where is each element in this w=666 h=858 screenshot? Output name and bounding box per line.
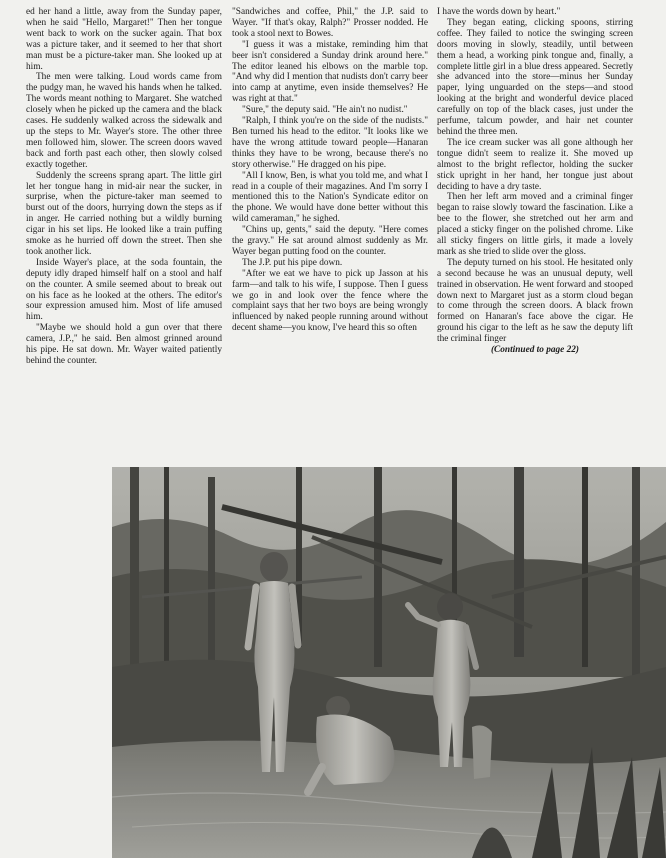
paragraph: "I guess it was a mistake, reminding him that beer isn't considered a Sunday drink around here." The editor leaned his elbows on the marble top. "And why did I mention that nudists don't carry beer into camp at anytime, even inside themselves? He was right at that." <box>232 39 428 105</box>
text-column-1 <box>26 7 222 457</box>
paragraph: "All I know, Ben, is what you told me, and what I read in a couple of their magazines. And I'm sorry I mentioned this to the Nation's Syndicate editor on the phone. We would have done better without this wild cameraman," he sighed. <box>232 170 428 225</box>
photograph-woodland-stream-icon <box>112 467 666 858</box>
photograph <box>112 467 666 858</box>
paragraph: "After we eat we have to pick up Jasson at his farm—and talk to his wife, I suppose. Then I guess we go in and look over the fence where the complaint says that her two boys are being wrongly influenced by naked people running around without decent shame—you know, I've heard this so often <box>232 268 428 334</box>
paragraph: "Ralph, I think you're on the side of the nudists." Ben turned his head to the editor. "It looks like we have the wrong attitude toward people—Hanaran thinks they have to be wrong, because there's no story otherwise." He dragged on his pipe. <box>232 116 428 170</box>
paragraph: They began eating, clicking spoons, stirring coffee. They failed to notice the swinging screen doors moving in slowly, steadily, until between them a head, a working pink tongue and, finally, a complete little girl in a blue dress appeared. Secretly she advanced into the store—minus her Sunday paper, lying unguarded on the steps—and stood looking at the bright and wonderful device placed carefully on top of the black cases, just under the perfume, talcum powder, and hair net counter behind the three men. <box>437 17 633 137</box>
text-column-3 <box>437 7 633 457</box>
continued-note: (Continued to page 22) <box>490 345 580 356</box>
paragraph: The J.P. put his pipe down. <box>242 257 343 268</box>
paragraph: "Chins up, gents," said the deputy. "Here comes the gravy." He sat around almost suddenly as Mr. Wayer began putting food on the counter. <box>232 225 428 257</box>
paragraph: ed her hand a little, away from the Sunday paper, when he said "Hello, Margaret!" Then her tongue went back to work on the sucker again. That box was a picture taker, and it seemed to her that short man must be a picture-taker man. She looked up at him. <box>26 7 222 72</box>
paragraph: Then her left arm moved and a criminal finger began to raise slowly toward the fascination. Like a bee to the flower, she stretched out her arm and placed a sticky finger on the polished chrome. Like all sticky fingers on little girls, it made a lovely mark as she tried to slide over the gloss. <box>437 192 633 257</box>
paragraph: Suddenly the screens sprang apart. The little girl let her tongue hang in mid-air near the sucker, in surprise, when the picture-taker man seemed to burst out of the doors, hurrying down the steps as if in anger. He carried nothing but a wildly burning cigar in his set lips. He looked like a train puffing smoke as he hurried off down the street. Then she took another lick. <box>26 170 222 257</box>
paragraph: The deputy turned on his stool. He hesitated only a second because he was an unusual deputy, well trained in observation. He went forward and stooped down next to Margaret just as a storm cloud began to come through the screen doors. A black frown formed on Hanaran's face above the cigar. He ground his cigar to the left as he saw the deputy lift the criminal finger <box>437 257 633 345</box>
paragraph: "Maybe we should hold a gun over that there camera, J.P.," he said. Ben almost grinned around his pipe. He sat down. Mr. Wayer waited patiently behind the counter. <box>26 323 222 366</box>
paragraph: "Sandwiches and coffee, Phil," the J.P. said to Wayer. "If that's okay, Ralph?" Prosser nodded. He took a stool next to Bowes. <box>232 7 428 39</box>
paragraph: I have the words down by heart." <box>437 7 561 17</box>
paragraph: The men were talking. Loud words came from the pudgy man, he waved his hands when he talked. The words meant nothing to Margaret. She watched closely when he picked up the camera and the black cases. He suddenly walked across the sidewalk and up the steps to Mr. Wayer's store. The other three men followed him, slower. The screen doors waved back and forth past each other, then slowly colsed exactly together. <box>26 72 222 170</box>
text-column-2 <box>232 7 428 457</box>
paragraph: The ice cream sucker was all gone although her tongue didn't seem to realize it. She moved up almost to the bright reflector, holding the sucker stick upright in her hand, her tongue just about deciding to have a dry taste. <box>437 137 633 192</box>
paragraph: "Sure," the deputy said. "He ain't no nudist." <box>242 105 408 116</box>
paragraph: Inside Wayer's place, at the soda fountain, the deputy idly draped himself half on a stool and half on the counter. A smile seemed about to break out on his face as he looked at the others. The editor's sour expression amused him. Most of life amused him. <box>26 257 222 323</box>
